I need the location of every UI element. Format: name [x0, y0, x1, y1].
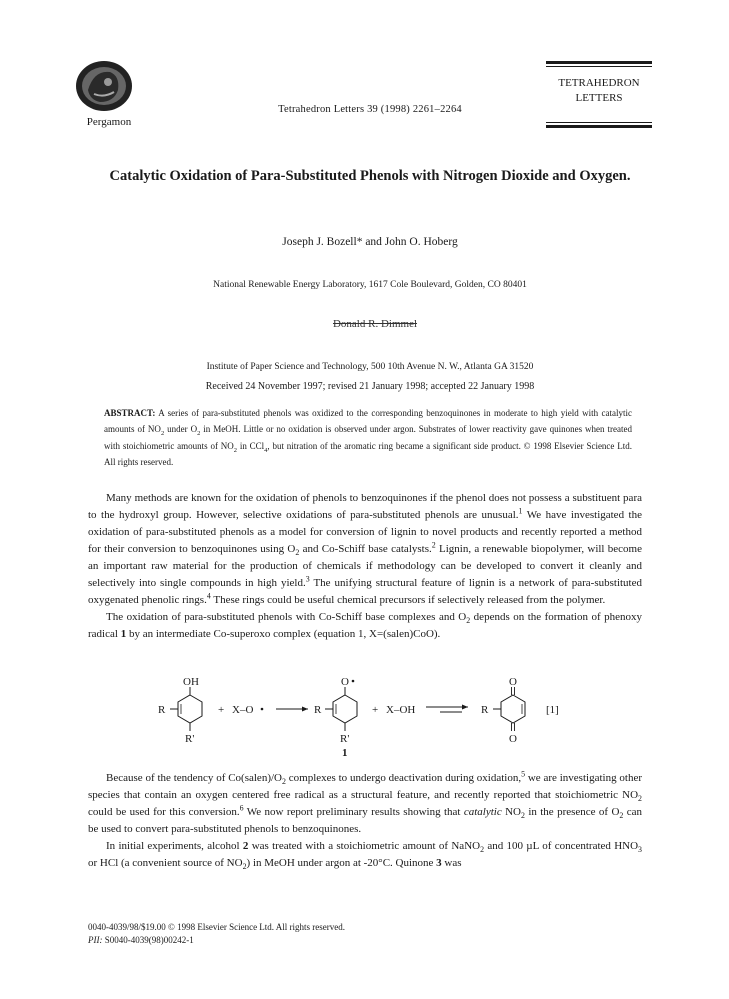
journal-citation: Tetrahedron Letters 39 (1998) 2261–2264	[278, 104, 462, 115]
text: complexes to undergo deactivation during oxidation,	[285, 772, 522, 784]
subscript: 2	[197, 430, 201, 438]
paragraph	[88, 770, 642, 838]
text: was treated with a stoichiometric amount of NaNO	[248, 840, 481, 852]
paragraph	[88, 838, 642, 872]
text: We have investigated the oxidation of para-substituted phenols as a model for conversion of lignin to novel products and recently reported a method for their conversion to benzoquinones using O	[88, 509, 642, 555]
reference: 4	[206, 591, 211, 601]
pii-value: S0040-4039(98)00242-1	[102, 935, 194, 945]
third-author: Donald R. Dimmel	[332, 318, 418, 330]
r-group-label: R	[314, 704, 322, 716]
abstract-text: in CCl	[237, 440, 265, 451]
text: depends on the formation of phenoxy radical	[88, 611, 642, 640]
superoxo-label: X–O	[232, 704, 254, 716]
reference: 6	[239, 803, 244, 813]
text: We now report preliminary results showing that	[243, 806, 464, 818]
subscript: 2	[480, 845, 485, 855]
publisher-name: Pergamon	[86, 116, 132, 128]
equation-number: [1]	[546, 704, 559, 716]
subscript: 2	[160, 430, 165, 438]
plus-sign: +	[218, 704, 225, 716]
text: Lignin, a renewable biopolymer, will become an important raw material for the production of chemicals if methodology can be developed to convert it cleanly and selectively into single compounds in high yield.	[88, 543, 642, 589]
r-group-label: R	[158, 704, 166, 716]
journal-name	[544, 76, 654, 106]
text: In initial experiments, alcohol	[106, 840, 243, 852]
pii-label: PII:	[88, 935, 103, 945]
emphasis: catalytic	[463, 806, 502, 818]
abstract	[104, 405, 632, 471]
abstract-text: under O	[164, 424, 198, 435]
authors: Joseph J. Bozell* and John O. Hoberg	[282, 236, 458, 248]
text: was	[441, 857, 462, 869]
article-title: Catalytic Oxidation of Para-Substituted Phenols with Nitrogen Dioxide and Oxygen.	[109, 168, 631, 184]
journal-name-line2: LETTERS	[575, 92, 623, 104]
text: can be used to convert para-substituted phenols to benzoquinones.	[88, 806, 643, 835]
subscript: 2	[242, 862, 247, 872]
carbonyl-oxygen-label: O	[509, 733, 517, 745]
affiliation-ipst: Institute of Paper Science and Technology, 500 10th Avenue N. W., Atlanta GA 31520	[206, 362, 534, 372]
header-rule-top	[546, 61, 652, 64]
hydroperoxide-label: X–OH	[386, 704, 416, 716]
abstract-label: ABSTRACT:	[104, 408, 156, 418]
text: and Co-Schiff base catalysts.	[299, 543, 432, 555]
reference: 1	[518, 506, 523, 516]
hydroxyl-label: OH	[183, 676, 199, 688]
paragraph	[88, 490, 642, 609]
text: we are investigating other species that contain an oxygen centered free radical as a structural feature, and recently reported that stoichiometric NO	[88, 772, 642, 801]
abstract-text: in MeOH. Little or no oxidation is observed under argon. Substrates of lower reactivity gave quinones when treated with stoichiometric amounts of NO	[104, 424, 632, 451]
abstract-text: A series of para-substituted phenols was oxidized to the corresponding benzoquinones in moderate to high yield with catalytic amounts of NO	[104, 408, 632, 435]
radical-dot	[261, 708, 264, 711]
text: could be used for this conversion.	[88, 806, 240, 818]
text: The unifying structural feature of lignin is a network of para-substituted oxygenated phenolic rings.	[88, 577, 642, 606]
subscript: 4	[264, 446, 268, 454]
reference: 2	[431, 540, 436, 550]
text: ) in MeOH under argon at -20°C. Quinone	[246, 857, 437, 869]
compound-number: 1	[120, 628, 127, 640]
text: Many methods are known for the oxidation of phenols to benzoquinones if the phenol does not possess a substituent para to the hydroxyl group. However, selective oxidations of para-substituted phenols are unusual.	[88, 492, 642, 521]
r-prime-label: R'	[185, 733, 195, 745]
text: These rings could be useful chemical precursors if selectively released from the polymer.	[210, 594, 606, 606]
body-section-2	[88, 770, 642, 872]
text: in the presence of O	[524, 806, 620, 818]
subscript: 2	[520, 811, 525, 821]
subscript: 2	[638, 794, 642, 804]
paragraph	[88, 609, 642, 643]
copyright-line: 0040-4039/98/$19.00 © 1998 Elsevier Science Ltd. All rights reserved.	[88, 922, 346, 932]
subscript: 2	[466, 616, 471, 626]
r-group-label: R	[481, 704, 489, 716]
compound-number: 2	[242, 840, 249, 852]
subscript: 2	[295, 548, 300, 558]
header-rule-bottom	[546, 125, 652, 128]
abstract-text: , but nitration of the aromatic ring became a significant side product. © 1998 Elsevier Science Ltd. All rights reserved.	[104, 440, 632, 468]
subscript: 2	[233, 446, 237, 454]
text: and 100 µL of concentrated HNO	[484, 840, 639, 852]
subscript: 2	[281, 777, 286, 787]
r-prime-label: R'	[340, 733, 350, 745]
text: The oxidation of para-substituted phenols with Co-Schiff base complexes and O	[106, 611, 467, 623]
pii-line	[88, 934, 488, 947]
text: Because of the tendency of Co(salen)/O	[106, 772, 282, 784]
compound-number: 1	[342, 747, 348, 759]
header-rule-top-thin	[546, 66, 652, 67]
reference: 5	[521, 769, 526, 779]
phenol-structure	[158, 676, 202, 745]
phenoxy-radical-structure	[314, 676, 357, 759]
text: or HCl (a convenient source of NO	[88, 857, 243, 869]
reference: 3	[305, 574, 310, 584]
compound-number: 3	[436, 857, 442, 869]
publisher-logo	[74, 60, 134, 112]
copyright-footer	[88, 921, 488, 947]
plus-sign: +	[372, 704, 379, 716]
received-dates: Received 24 November 1997; revised 21 January 1998; accepted 22 January 1998	[205, 381, 535, 392]
text: NO	[501, 806, 521, 818]
radical-oxygen-label: O	[341, 676, 349, 688]
subscript: 3	[638, 845, 642, 855]
carbonyl-oxygen-label: O	[509, 676, 517, 688]
reaction-scheme	[150, 672, 590, 772]
header-rule-bottom-thin	[546, 122, 652, 123]
body-section-1	[88, 490, 642, 643]
affiliation-nrel: National Renewable Energy Laboratory, 1617 Cole Boulevard, Golden, CO 80401	[213, 280, 527, 290]
subscript: 2	[619, 811, 624, 821]
text: by an intermediate Co-superoxo complex (equation 1, X=(salen)CoO).	[126, 628, 441, 640]
quinone-structure	[481, 676, 525, 745]
journal-name-line1: TETRAHEDRON	[558, 77, 640, 89]
